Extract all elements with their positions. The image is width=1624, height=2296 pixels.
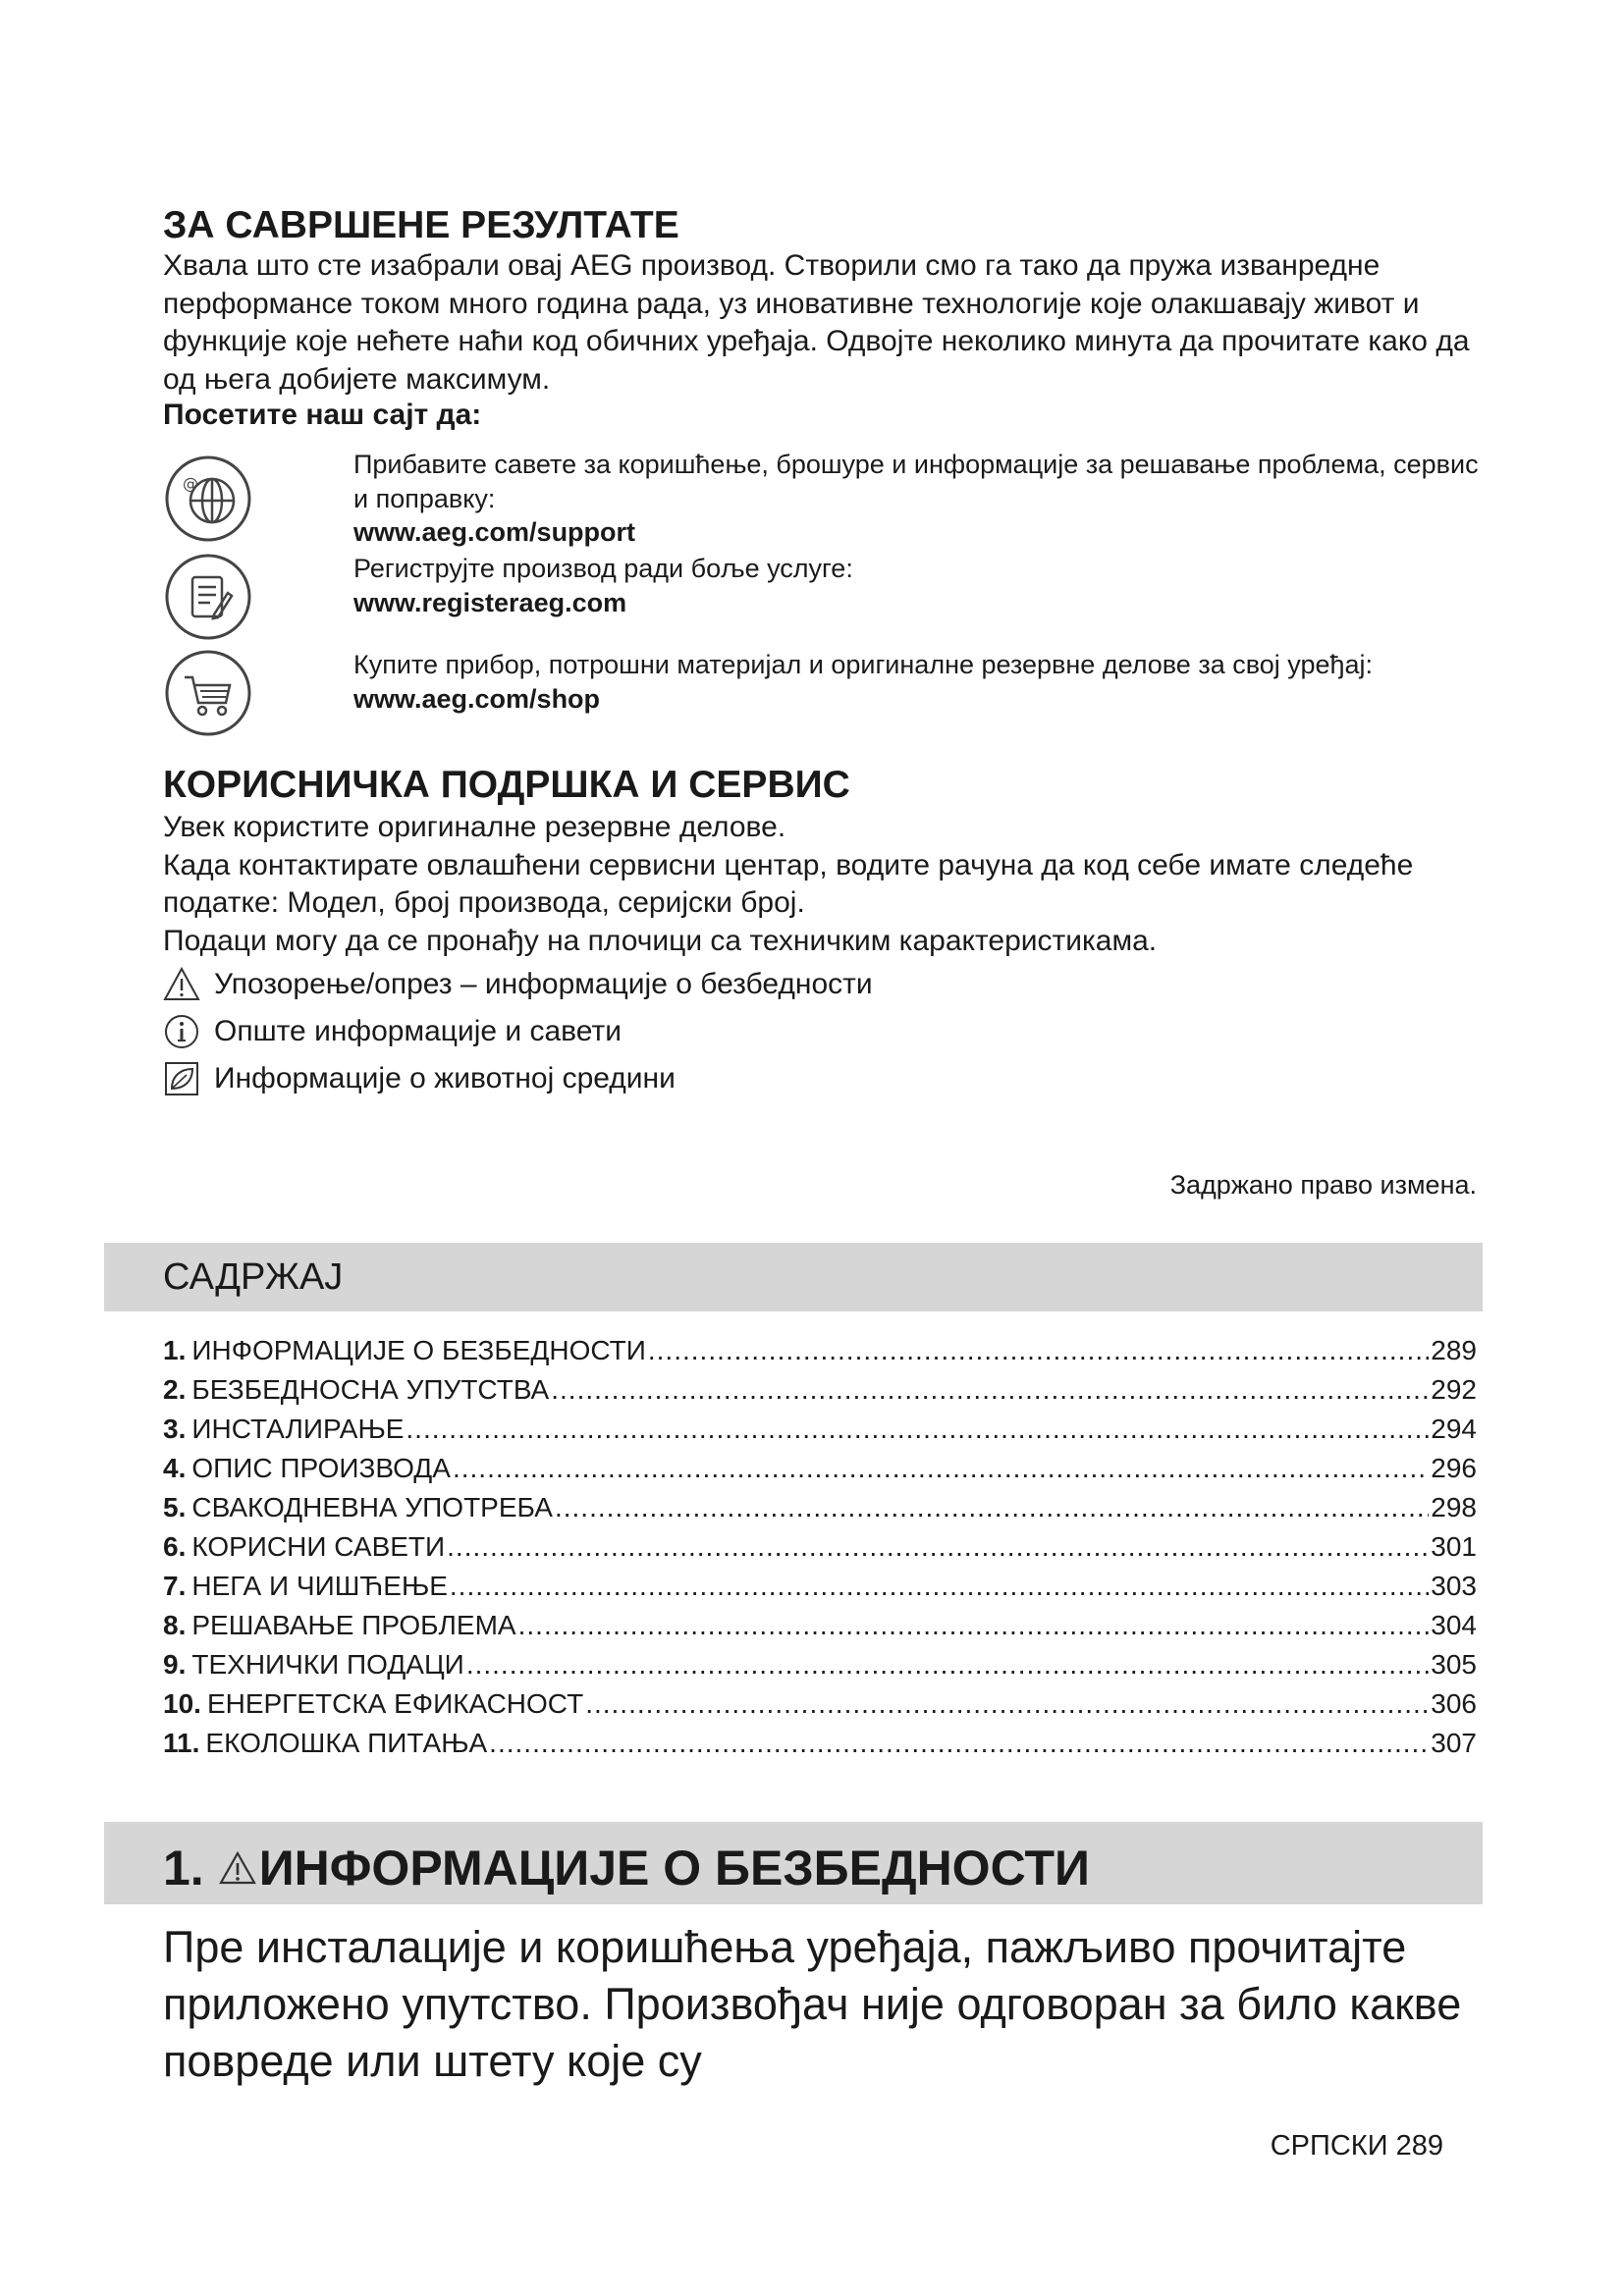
toc-entry-number: 3. [163,1414,187,1444]
legend-environment-text: Информације о животној средини [214,1062,676,1095]
toc-entry-number: 2. [163,1374,187,1405]
legend-warning-text: Упозорење/опрез – информације о безбедности [214,968,873,1000]
toc-entry[interactable] [163,1684,1477,1724]
toc-leader-dots [450,1567,1429,1606]
toc-entry-number: 1. [163,1335,187,1365]
chapter-intro-text: Пре инсталације и коришћења уређаја, пажљиво прочитајте приложено упутство. Произвођач није одговоран за било какве повреде или штету које су [163,1922,1462,2086]
toc-leader-dots [518,1606,1430,1645]
legend-info [163,1013,622,1050]
toc-entry-page: 301 [1431,1531,1477,1562]
toc-entry-number: 4. [163,1453,187,1483]
section-title-perfect-results: ЗА САВРШЕНЕ РЕЗУЛТАТЕ [163,204,679,246]
toc-entry[interactable] [163,1606,1477,1645]
section-title-support: КОРИСНИЧКА ПОДРШКА И СЕРВИС [163,764,850,806]
globe-icon [163,454,253,544]
link-support[interactable]: www.aeg.com/support [353,517,636,547]
toc-entry-page: 303 [1431,1571,1477,1601]
svg-text:@: @ [183,474,198,493]
warning-icon [218,1848,257,1888]
toc-entry-page: 289 [1431,1335,1477,1365]
toc-entry[interactable] [163,1645,1477,1684]
register-icon [163,552,253,642]
toc-header-band [104,1243,1483,1311]
toc-entry-page: 294 [1431,1414,1477,1444]
toc-entry-label: КОРИСНИ САВЕТИ [191,1531,446,1562]
toc-entry-page: 306 [1431,1688,1477,1719]
toc-entry-page: 298 [1431,1492,1477,1522]
toc-entry-page: 305 [1431,1649,1477,1680]
chapter-title [163,1840,1090,1896]
toc-entry-page: 296 [1431,1453,1477,1483]
toc-entry[interactable] [163,1449,1477,1488]
toc-entry-label: ТЕХНИЧКИ ПОДАЦИ [191,1649,464,1680]
toc-entry-page: 307 [1431,1728,1477,1758]
toc-entry-page: 292 [1431,1374,1477,1405]
toc-entry-label: РЕШАВАЊЕ ПРОБЛЕМА [191,1610,516,1640]
reserved-rights-note: Задржано право измена. [1169,1170,1477,1200]
legend-warning [163,966,873,1003]
toc-entry-number: 10. [163,1688,201,1719]
support-line-1: Увек користите оригиналне резервне делове. [163,811,786,843]
environment-icon [163,1060,200,1097]
visit-text-shop [353,648,1492,716]
toc-title: САДРЖАЈ [163,1256,344,1298]
toc-entry-number: 11. [163,1728,200,1758]
toc-entry-number: 9. [163,1649,187,1680]
toc-entry-number: 7. [163,1571,187,1601]
toc-leader-dots [447,1527,1429,1567]
toc-entry-label: ИНФОРМАЦИЈЕ О БЕЗБЕДНОСТИ [191,1335,646,1365]
toc-leader-dots [453,1449,1429,1488]
toc-leader-dots [555,1488,1429,1527]
toc-entry-label: ЕКОЛОШКА ПИТАЊА [205,1728,488,1758]
visit-desc-support: Прибавите савете за коришћење, брошуре и информације за решавање проблема, сервис и поправку: [353,450,1479,513]
toc-leader-dots [466,1645,1429,1684]
toc-entry[interactable] [163,1567,1477,1606]
toc-entry-label: СВАКОДНЕВНА УПОТРЕБА [191,1492,553,1522]
visit-desc-shop: Купите прибор, потрошни материјал и оригиналне резервне делове за свој уређај: [353,650,1374,679]
legend-environment [163,1060,676,1097]
chapter-title-text: ИНФОРМАЦИЈЕ О БЕЗБЕДНОСТИ [258,1841,1090,1896]
visit-text-support [353,448,1492,550]
toc-leader-dots [406,1410,1429,1449]
cart-icon [163,648,253,738]
legend-info-text: Опште информације и савети [214,1015,622,1047]
table-of-contents [163,1331,1477,1763]
toc-leader-dots [489,1724,1429,1763]
chapter-header-band [104,1822,1483,1904]
toc-entry-number: 5. [163,1492,187,1522]
toc-leader-dots [648,1331,1429,1370]
toc-entry[interactable] [163,1410,1477,1449]
link-register[interactable]: www.registeraeg.com [353,587,627,617]
toc-entry[interactable] [163,1370,1477,1410]
toc-entry[interactable] [163,1488,1477,1527]
toc-entry[interactable] [163,1527,1477,1567]
visit-heading: Посетите наш сајт да: [163,399,482,431]
link-shop[interactable]: www.aeg.com/shop [353,683,601,714]
toc-entry-label: ЕНЕРГЕТСКА ЕФИКАСНОСТ [206,1688,584,1719]
toc-entry-label: НЕГА И ЧИШЋЕЊЕ [191,1571,448,1601]
info-icon [163,1013,200,1050]
support-line-2: Када контактирате овлашћени сервисни центар, водите рачуна да код себе имате следеће податке: Модел, број производа, серијски број. [163,848,1414,919]
toc-entry-label: БЕЗБЕДНОСНА УПУТСТВА [191,1374,550,1405]
toc-entry-label: ОПИС ПРОИЗВОДА [191,1453,451,1483]
support-paragraph [163,809,1479,960]
support-line-3: Подаци могу да се пронађу на плочици са техничким карактеристикама. [163,924,1158,957]
warning-icon [163,966,200,1003]
toc-entry-page: 304 [1431,1610,1477,1640]
toc-entry-number: 8. [163,1610,187,1640]
toc-entry[interactable] [163,1331,1477,1370]
intro-paragraph: Хвала што сте изабрали овај AEG производ. Створили смо га тако да пружа изванредне перформансе током много година рада, уз иновативне технологије које олакшавају живот и функције које нећете наћи код обичних уређаја. Одвојте неколико минута да прочитате како да од њега добијете максимум. [163,249,1470,396]
toc-entry-label: ИНСТАЛИРАЊЕ [191,1414,405,1444]
toc-entry-number: 6. [163,1531,187,1562]
chapter-number: 1. [163,1841,204,1896]
toc-leader-dots [551,1370,1429,1410]
toc-leader-dots [585,1684,1429,1724]
page-footer: СРПСКИ 289 [1270,2130,1443,2162]
toc-entry[interactable] [163,1724,1477,1763]
visit-desc-register: Региструјте производ ради боље услуге: [353,554,853,583]
visit-text-register [353,552,1492,619]
